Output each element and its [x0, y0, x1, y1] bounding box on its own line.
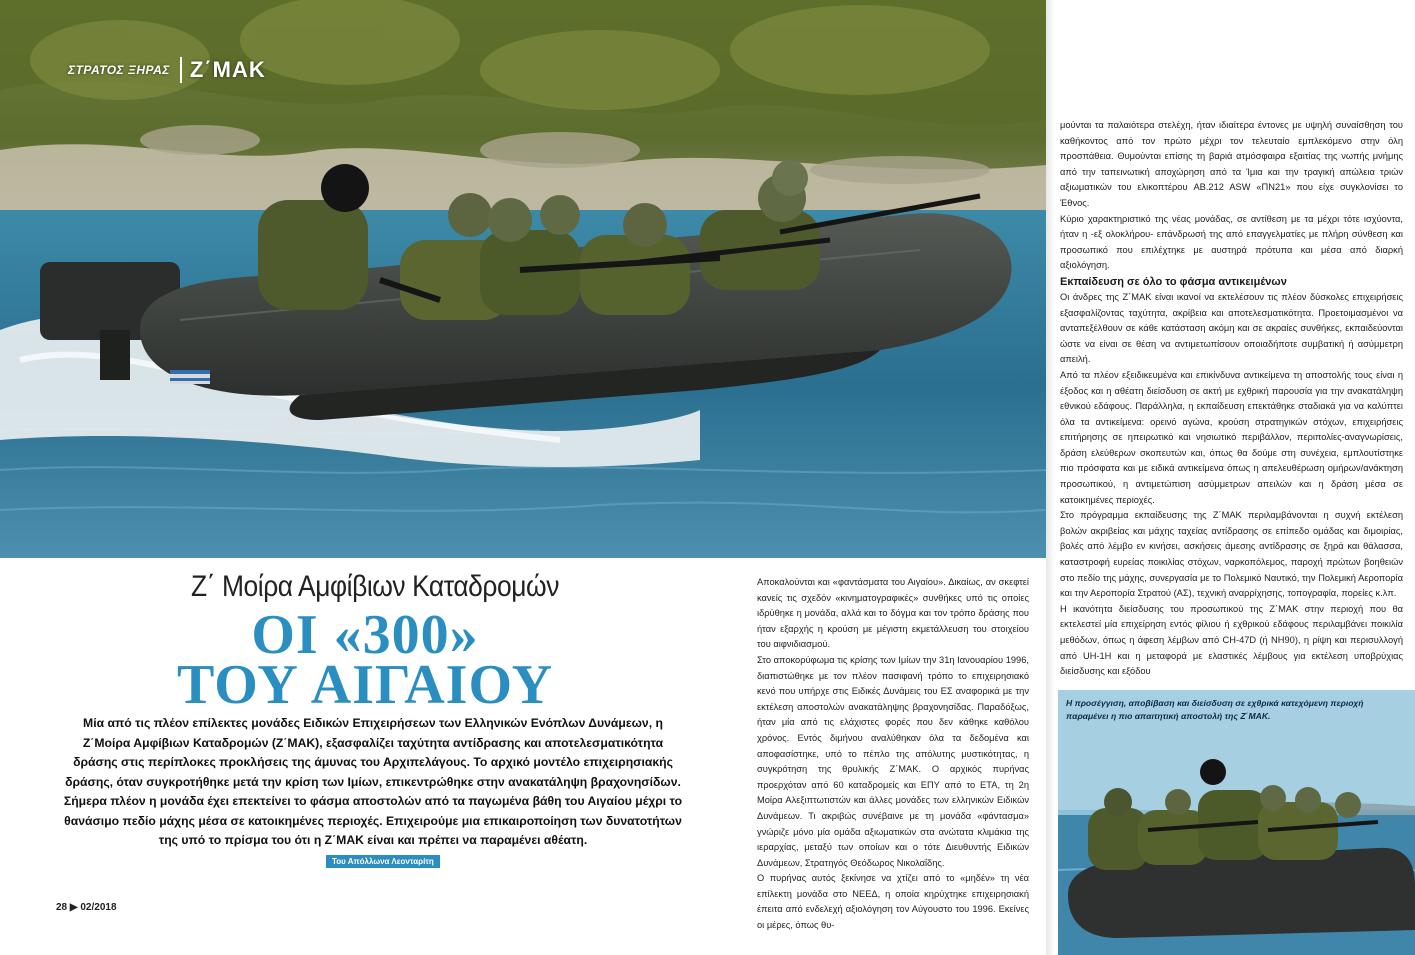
body-column-right — [1060, 118, 1403, 680]
hero-photo — [0, 0, 1046, 558]
paragraph: Ο πυρήνας αυτός ξεκίνησε να χτίζει από το «μηδέν» τη νέα επίλεκτη μονάδα στο ΝΕΕΔ, η οποία κηρύχτηκε επιχειρησιακή έπειτα από ενδελεχή αξιολόγηση τον Αύγουστο του 1996. Εκείνες οι μέρες, όπως θυ- — [757, 873, 1029, 931]
boat-assault-image — [0, 0, 1046, 558]
author-byline: Του Απόλλωνα Λεονταρίτη — [326, 855, 440, 868]
inset-boat-image — [1058, 690, 1415, 955]
inset-caption: Η προσέγγιση, αποβίβαση και διείσδυση σε εχθρικά κατεχόμενη περιοχή παραμένει η πιο απαιτητική αποστολή της Ζ΄ΜΑΚ. — [1066, 698, 1364, 721]
paragraph: Κύριο χαρακτηριστικό της νέας μονάδας, σε αντίθεση με τα μέχρι τότε ισχύοντα, ήταν η -εξ ολοκλήρου- επάνδρωσή της από επαγγελματίες με πλήρη σύνθεση και προσωπικό που επιλέχτηκε με αυστηρά πρότυπα και μέσα από διαρκή αξιολόγηση. — [1060, 213, 1403, 271]
section-label: ΣΤΡΑΤΟΣ ΞΗΡΑΣ — [68, 63, 170, 77]
body-column-middle — [757, 575, 1029, 934]
section-kicker — [68, 57, 266, 83]
article-headline — [150, 604, 580, 716]
headline-line-2: ΤΟΥ ΑΙΓΑΙΟΥ — [176, 654, 554, 716]
article-subtitle: Ζ΄ Μοίρα Αμφίβιων Καταδρομών — [191, 570, 559, 603]
paragraph: Στο αποκορύφωμα τις κρίσης των Ιμίων την 31η Ιανουαρίου 1996, διαπιστώθηκε με τον πλέον πασιφανή τρόπο το επιχειρησιακό κενό που υπήρχε στις Ειδικές Δυνάμεις του ΕΣ αναφορικά με την εκτέλεση αποστολών ανακατάληψης βραχονησίδας. Παραδόξως, ήταν μία από τις ελάχιστες φορές που δεν κάθηκε καθόλου χρόνος. Εντός διμήνου αναλύθηκαν όλα τα δεδομένα και αποφασίστηκε, υπό το πέπλο της απόλυτης μυστικότητας, η συγκρότηση της θρυλικής Ζ΄ΜΑΚ. Ο αρχικός πυρήνας προερχόταν από 60 καταδρομείς και ΕΠΥ από το ΕΤΑ, τη 2η Μοίρα Αλεξιπτωτιστών και άλλες μονάδες των ελληνικών Ειδικών Δυνάμεων. Τι ακριβώς συνέβαινε με τη μονάδα «φάντασμα» γνώριζε μόνο μία ομάδα αξιωματικών στα ανώτατα κλιμάκια της ιεραρχίας, μεταξύ των οποίων και ο τότε Διευθυντής Ειδικών Δυνάμεων, Στρατηγός Θεόδωρος Νικολαΐδης. — [757, 654, 1029, 868]
section-heading: Εκπαίδευση σε όλο το φάσμα αντικειμένων — [1060, 275, 1287, 288]
article-lead: Μία από τις πλέον επίλεκτες μονάδες Ειδικών Επιχειρήσεων των Ελληνικών Ενόπλων Δυνάμεων, η Ζ΄Μοίρα Αμφίβιων Καταδρομών (Ζ΄ΜΑΚ), εξασφαλίζει ταχύτητα αντίδρασης και αποτελεσματικότητα δράσης στις περίπλοκες προκλήσεις της άμυνας του Αρχιπελάγους. Το αρχικό μοντέλο επιχειρησιακής δράσης, όταν συγκροτήθηκε μετά την κρίση των Ιμίων, επικεντρώθηκε στην ανακατάληψη βραχονησίδων. Σήμερα πλέον η μονάδα έχει επεκτείνει το φάσμα αποστολών από τα παγωμένα βάθη του Αιγαίου μέχρι το θανάσιμο πεδίο μάχης μέσα σε κατοικημένες περιοχές. Επιχειρούμε μια επικαιροποίηση των δυνατοτήτων της υπό το πρίσμα του ότι η Ζ΄ΜΑΚ είναι και πρέπει να παραμένει αθέατη. — [63, 716, 683, 847]
inset-photo — [1058, 690, 1415, 955]
paragraph: Στο πρόγραμμα εκπαίδευσης της Ζ΄ΜΑΚ περιλαμβάνονται η συχνή εκτέλεση βολών ακριβείας και μάχης ταχείας αντίδρασης σε επίπεδο ομάδας και διμοιρίας, βολές από λέμβο εν κινήσει, ασκήσεις άμεσης αντίδρασης σε ξηρά και θάλασσα, καταστροφή ευρείας ποικιλίας στόχων, ναρκοπόλεμος, παροχή πρώτων βοηθειών στο πεδίο της μάχης, συνεργασία με το Πολεμικό Ναυτικό, την Πολεμική Αεροπορία και την Αεροπορία Στρατού (ΑΣ), τεχνική αναρρίχησης, τοπογραφία, πορείες κ.λπ. — [1060, 510, 1403, 599]
paragraph: Από τα πλέον εξειδικευμένα και επικίνδυνα αντικείμενα τη αποστολής τους είναι η έξοδος και η αθέατη διείσδυση σε ακτή με εχθρική παρουσία για την ανακατάληψη εθνικού εδάφους. Παράλληλα, η εκπαίδευση επεκτάθηκε σταδιακά για να καλύπτει όλα τα αντικείμενα: ορεινό αγώνα, κρούση στρατηγικών στόχων, επιχειρήσεις επιτήρησης σε ηπειρωτικό και νησιωτικό περιβάλλον, περιπολίες-αναγνωρίσεις, δράση ελεύθερων σκοπευτών και, όπως θα δούμε στη συνέχεια, εμπλουτίστηκε πιο πρόσφατα και με ειδικά αντικείμενα όπως η απελευθέρωση ομήρων/ανάκτηση προσωπικού, η αντιμετώπιση ασύμμετρων απειλών και η δράση μέσα σε κατοικημένες περιοχές. — [1060, 369, 1403, 505]
headline-line-1: ΟΙ «300» — [251, 604, 479, 666]
paragraph: Η ικανότητα διείσδυσης του προσωπικού της Ζ΄ΜΑΚ στην περιοχή που θα εκτελεστεί μία επιχείρηση εντός φίλιου ή εχθρικού εδάφους περιλαμβάνει ποικιλία μεθόδων, όπως η άφεση λέμβων από CH-47D (ή NH90), η ρίψη και περισυλλογή από UH-1H και η μεταφορά με ελαστικές λέμβους για εκτέλεση υποβρύχιας διείσδυσης και εξόδου — [1060, 603, 1403, 677]
paragraph: Οι άνδρες της Ζ΄ΜΑΚ είναι ικανοί να εκτελέσουν τις πλέον δύσκολες επιχειρήσεις εξασφαλίζοντας ταχύτητα, ακρίβεια και αποτελεσματικότητα. Προετοιμασμένοι να ανταπεξέλθουν σε κάθε κατάσταση ακόμη και σε ακραίες συνθήκες, εκπαιδεύονται ώστε να είναι σε θέση να αντιμετωπίσουν οποιαδήποτε συμβατική ή ασύμμετρη απειλή. — [1060, 291, 1403, 365]
page-folio: 28 ▶ 02/2018 — [56, 902, 117, 913]
unit-label: Ζ΄ΜΑΚ — [180, 57, 266, 83]
paragraph: Αποκαλούνται και «φαντάσματα του Αιγαίου». Δικαίως, αν σκεφτεί κανείς τις σχεδόν «κινηματογραφικές» συνθήκες υπό τις οποίες ιδρύθηκε η μονάδα, αλλά και το δόγμα και τον τρόπο δράσης που ήταν εξαρχής η κρούση με μέγιστη εκμετάλλευση του στοιχείου του αιφνιδιασμού. — [757, 577, 1029, 650]
paragraph: μούνται τα παλαιότερα στελέχη, ήταν ιδιαίτερα έντονες με υψηλή συναίσθηση του καθήκοντος από τον πρώτο μέχρι τον τελευταίο εμπλεκόμενο στην όλη προσπάθεια. Θυμούνται επίσης τη βαριά ατμόσφαιρα εξαιτίας της νωπής μνήμης από την ταπεινωτική αποχώρηση από τα Ίμια και την τραγική απώλεια τριών αξιωματικών του ελικοπτέρου AB.212 ASW «ΠΝ21» που είχε συγκλονίσει το Έθνος. — [1060, 120, 1403, 208]
